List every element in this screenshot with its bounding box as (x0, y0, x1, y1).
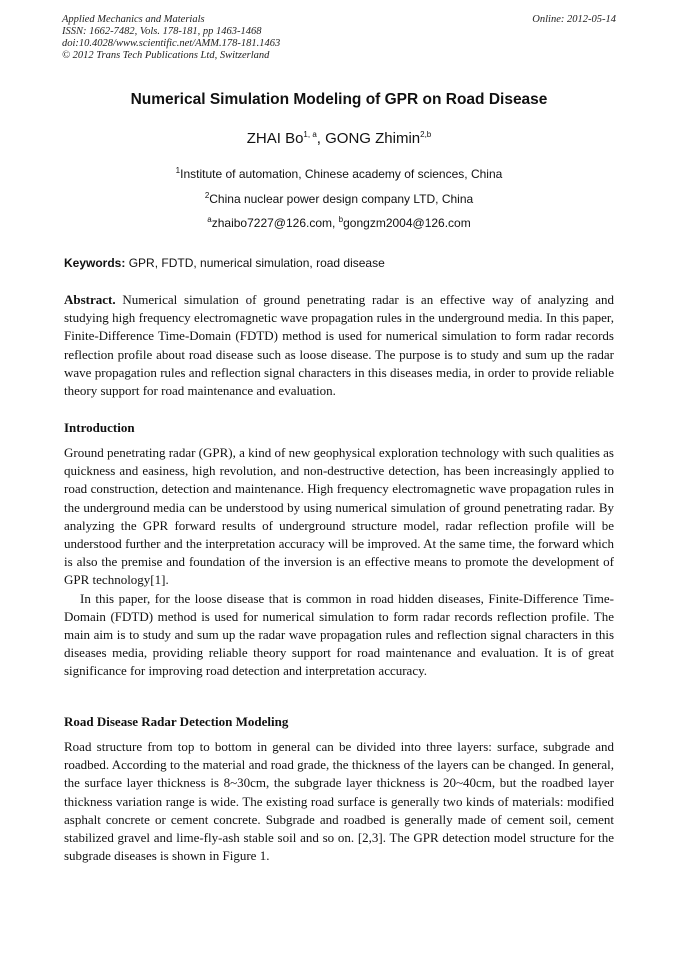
email-line: $^a$zhaibo7227@126.com, $^b$gongzm2004@126.com (207, 215, 471, 230)
abstract-label: Abstract. (64, 292, 116, 307)
email-link[interactable]: zhaibo7227@126.com, (211, 216, 339, 230)
author-separator: , (316, 130, 326, 147)
paper-title: Numerical Simulation Modeling of GPR on Road Disease (130, 91, 548, 108)
email-link[interactable]: gongzm2004@126.com (343, 216, 471, 230)
abstract-text: Numerical simulation of ground penetrating radar is an effective way of analyzing and studying high frequency electromagnetic wave propagation rules in the underground media. In this paper, Finite-Difference Time-Domain (FDTD) method is used for numerical simulation to form radar records reflection profile about road disease such as loose disease. The purpose is to study and sum up the radar wave propagation rules and reflection signal characters in this diseases media, in order to provide reliable theory support for road maintenance and evaluation. (64, 292, 614, 399)
issn-line: ISSN: 1662-7482, Vols. 178-181, pp 1463-1468 (62, 26, 262, 37)
affiliation-2: $^2$China nuclear power design company LTD, China (204, 191, 474, 206)
paragraph: Road structure from top to bottom in general can be divided into three layers: surface, subgrade and roadbed. According to the material and road grade, the thickness of the layers can be changed. In general, the surface layer thickness is 8~30cm, the subgrade layer thickness is 20~40cm, but the roadbed layer thickness variation range is wide. The existing road surface is generally two kinds of materials: modified asphalt concrete or cement concrete. Subgrade and roadbed is generally made of cement soil, cement stabilized gravel and lime-fly-ash stable soil and so on. [2,3]. The GPR detection model structure for the subgrade diseases is shown in Figure 1. (64, 739, 614, 864)
keywords (64, 256, 385, 270)
journal-header (62, 14, 616, 62)
keywords-text: GPR, FDTD, numerical simulation, road disease (125, 256, 385, 270)
copyright-line: © 2012 Trans Tech Publications Ltd, Switzerland (62, 50, 270, 61)
keywords-label: Keywords: (64, 256, 126, 270)
abstract (64, 291, 614, 400)
author-name: ZHAI Bo (246, 130, 304, 147)
online-date: Online: 2012-05-14 (532, 14, 616, 25)
author-name: GONG Zhimin (325, 130, 421, 147)
paragraph: Ground penetrating radar (GPR), a kind of new geophysical exploration technology with such qualities as quickness and easiness, high revolution, and non-destructive detection, has been increasingly applied to road construction, detection and maintenance. High frequency electromagnetic wave propagation rules in the underground media can be understood by using numerical simulation of ground penetrating radar. By analyzing the GPR forward results of underground structure model, radar reflection profile will be understood further and the interpretation accuracy will be improved. At the same time, the forward which is also the premise and foundation of the inversion is an effective means to promote the development of GPR technology[1]. (64, 445, 614, 588)
body-text (64, 738, 614, 865)
journal-name: Applied Mechanics and Materials (62, 14, 205, 25)
body-text (64, 444, 614, 681)
section-heading: Road Disease Radar Detection Modeling (64, 714, 289, 729)
author-superscript: 2,b (420, 130, 432, 139)
affiliation-1: $^1$Institute of automation, Chinese academy of sciences, China (175, 166, 503, 181)
author-line (0, 130, 678, 147)
doi-line: doi:10.4028/www.scientific.net/AMM.178-181.1463 (62, 38, 281, 49)
author-superscript: 1, a (303, 130, 317, 139)
paragraph: In this paper, for the loose disease that is common in road hidden diseases, Finite-Difference Time-Domain (FDTD) method is used for numerical simulation to form radar records reflection profile. The main aim is to study and sum up the radar wave propagation rules and reflection signal characters in this diseases media, providing reliable theory support for road maintenance and evaluation. It is of great significance for improving road detection and interpretation accuracy. (64, 590, 614, 679)
section-heading: Introduction (64, 420, 135, 435)
